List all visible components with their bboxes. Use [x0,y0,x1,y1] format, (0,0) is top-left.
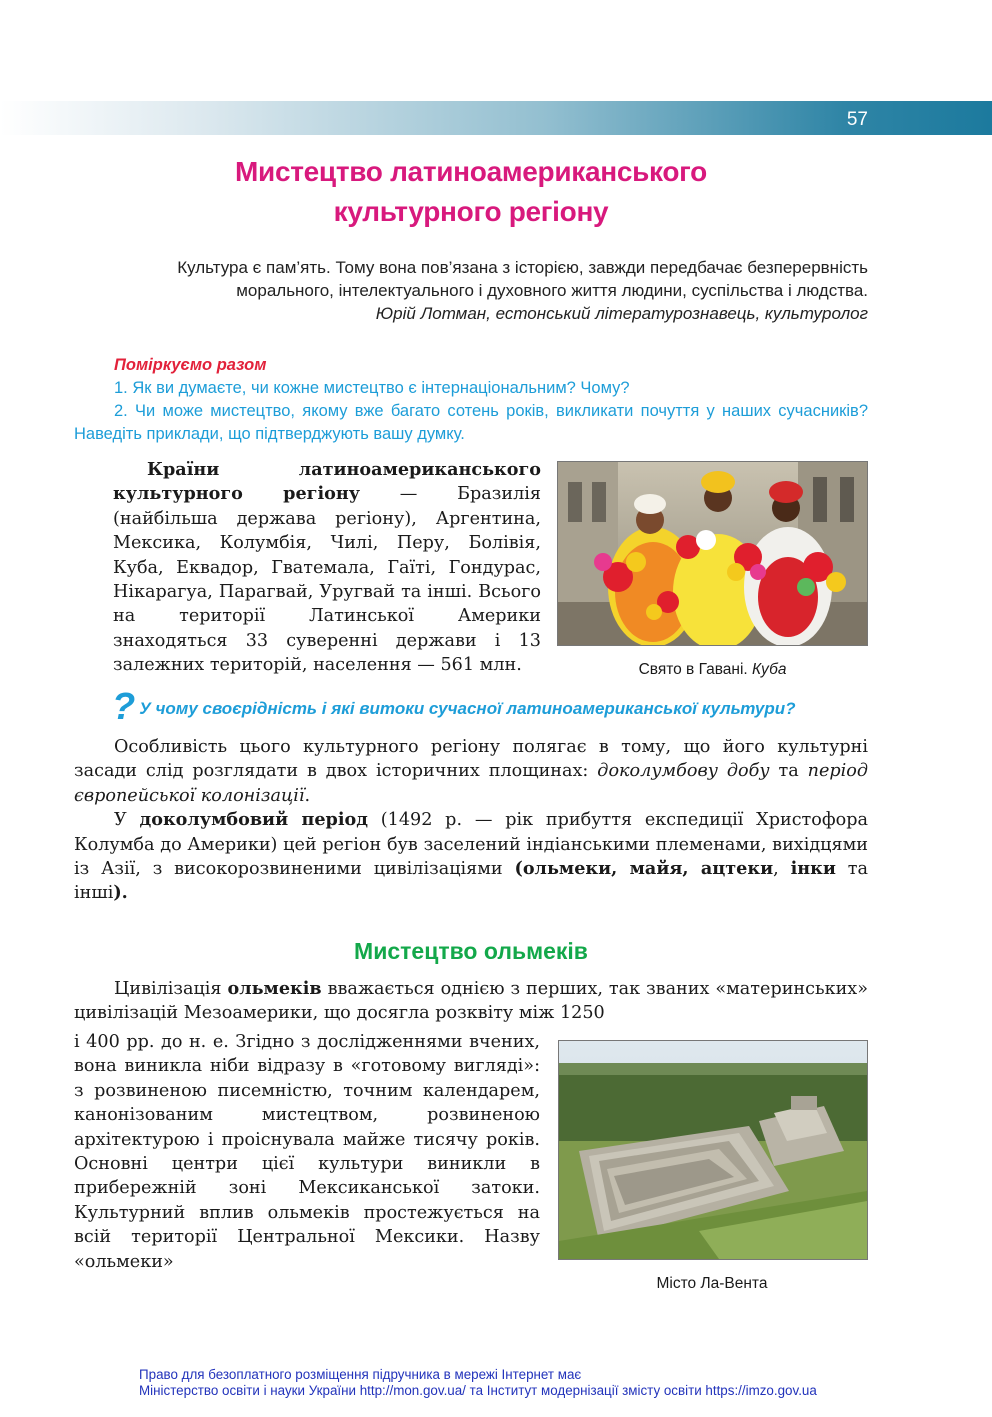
question-block [112,686,872,729]
countries-text: — Бразилія (найбільша держава регіону), Аргентина, Мексика, Колумбія, Чилі, Перу, Болівія, Куба, Еквадор, Гватемала, Гаїті, Гондурас, Нікарагуа, Парагвай, Уругвай та інші. Всього на території Латинської Америки знаходяться 33 суверенні держави і 13 залежних територій, населення — 561 млн. [113,484,541,676]
countries-paragraph [113,458,541,678]
footer-license [139,1367,899,1399]
discussion-heading: Поміркуємо разом [114,356,267,374]
epigraph-author: Юрій Лотман, естонський літературознавець, культуролог [375,304,868,323]
havana-festival-photo [557,461,868,646]
olmec-paragraph-continued: і 400 рр. до н. е. Згідно з дослідженнями вчених, вона виникла ніби відразу в «готовому вигляді»: з розвиненою писемністю, точним календарем, канонізованим мистецтвом, розвиненою архітектурою і проіснувала майже тисячу років. Основні центри цієї культури виникли в прибережній зоні Мексиканської затоки. Культурний вплив ольмеків простежується на всій території Центральної Мексики. Назву «ольмеки» [74,1032,540,1272]
header-band [0,101,992,135]
countries-heading: Країни латиноамериканського культурного регіону [113,459,541,505]
main-text [74,735,868,906]
question-mark-icon: ? [112,686,136,728]
discussion-question-1: 1. Як ви думаєте, чи кожне мистецтво є інтернаціональним? Чому? [114,379,630,397]
paragraph-1: Особливість цього культурного регіону полягає в тому, що його культурні засади слід розглядати в двох історичних площинах: доколумбову добу та період європейської колонізації. [74,737,868,806]
epigraph [88,256,868,325]
discussion-question-2: 2. Чи може мистецтво, якому вже багато сотень років, викликати почуття у наших сучасників? Наведіть приклади, що підтверджують вашу думку. [74,402,868,443]
discussion-block [74,354,868,446]
havana-photo-caption: Свято в Гавані. Куба [638,661,787,678]
epigraph-line2: морального, інтелектуального і духовного життя людини, суспільства і людства. [236,281,868,300]
page-number: 57 [846,109,868,130]
caption-country: Куба [752,661,787,678]
la-venta-photo [558,1040,868,1260]
page-title-line2: культурного регіону [333,196,609,227]
page-title-line1: Мистецтво латиноамериканського [235,156,707,187]
question-text: У чому своєрідність і які витоки сучасної латиноамериканської культури? [139,699,796,718]
epigraph-line1: Культура є пам’ять. Тому вона пов’язана з історією, завжди передбачає безперервність [177,258,868,277]
page-title [0,152,942,232]
olmec-paragraph-top: Цивілізація ольмеків вважається однією з перших, так званих «материнських» цивілізацій Мезоамерики, що досягла розквіту між 1250 [74,978,868,1024]
footer-line2: Міністерство освіти і науки України http://mon.gov.ua/ та Інститут модернізації змісту освіти https://imzo.gov.ua [139,1383,817,1398]
footer-line1: Право для безоплатного розміщення підручника в мережі Інтернет має [139,1367,582,1382]
section-title: Мистецтво ольмеків [354,938,588,964]
la-venta-caption: Місто Ла-Вента [656,1275,768,1292]
paragraph-2: У доколумбовий період (1492 р. — рік прибуття експедиції Христофора Колумба до Америки) цей регіон був заселений індіанськими племенами, вихідцями із Азії, з високорозвиненими цивілізаціями (ольмеки, майя, ацтеки, інки та інші). [74,809,868,904]
